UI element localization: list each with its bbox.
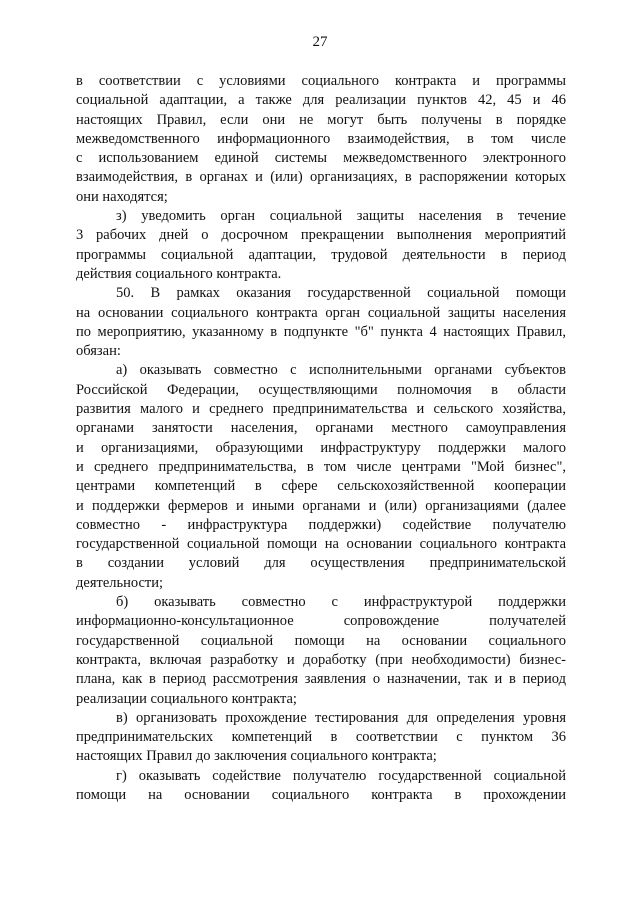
text-line: реализации социального контракта; bbox=[76, 690, 297, 707]
text-line: программы социальной адаптации, трудовой деятельности в период bbox=[76, 246, 566, 263]
text-line: социальной адаптации, а также для реализации пунктов 42, 45 и 46 bbox=[76, 92, 566, 109]
text-line: 3 рабочих дней о досрочном прекращении выполнения мероприятий bbox=[76, 227, 566, 244]
paragraph-item-a bbox=[76, 361, 566, 593]
text-line: в) организовать прохождение тестирования для определения уровня bbox=[116, 709, 566, 726]
text-line: з) уведомить орган социальной защиты населения в течение bbox=[116, 208, 566, 225]
text-line: г) оказывать содействие получателю государственной социальной bbox=[116, 767, 566, 784]
text-line: обязан: bbox=[76, 343, 121, 360]
text-line: помощи на основании социального контракта в прохождении bbox=[76, 786, 566, 803]
text-line: а) оказывать совместно с исполнительными органами субъектов bbox=[116, 362, 566, 379]
text-line: настоящих Правил до заключения социального контракта; bbox=[76, 748, 437, 765]
text-line: в создании условий для осуществления предпринимательской bbox=[76, 555, 566, 572]
text-line: межведомственного информационного взаимодействия, в том числе bbox=[76, 130, 566, 147]
text-line: Российской Федерации, осуществляющими полномочия в области bbox=[76, 381, 566, 398]
paragraph-item-v bbox=[76, 709, 566, 767]
text-line: совместно - инфраструктура поддержки) содействие получателю bbox=[76, 516, 566, 533]
paragraph-clause-50 bbox=[76, 284, 566, 361]
text-line: государственной социальной помощи на основании социального контракта bbox=[76, 536, 566, 553]
document-body bbox=[76, 72, 566, 805]
text-line: на основании социального контракта орган социальной защиты населения bbox=[76, 304, 566, 321]
text-line: 50. В рамках оказания государственной социальной помощи bbox=[116, 285, 566, 302]
text-line: по мероприятию, указанному в подпункте "б" пункта 4 настоящих Правил, bbox=[76, 323, 566, 340]
text-line: развития малого и среднего предпринимательства и сельского хозяйства, bbox=[76, 401, 566, 418]
text-line: они находятся; bbox=[76, 188, 168, 205]
page-number: 27 bbox=[312, 34, 328, 50]
paragraph-item-z bbox=[76, 207, 566, 284]
text-line: информационно-консультационное сопровождение получателей bbox=[76, 613, 566, 630]
text-line: б) оказывать совместно с инфраструктурой поддержки bbox=[116, 594, 566, 611]
text-line: органами занятости населения, органами местного самоуправления bbox=[76, 420, 566, 437]
text-line: и поддержки фермеров и иными органами и (или) организациями (далее bbox=[76, 497, 566, 514]
paragraph-item-g bbox=[76, 767, 566, 806]
text-line: и организациями, образующими инфраструктуру поддержки малого bbox=[76, 439, 566, 456]
text-line: настоящих Правил, если они не могут быть получены в порядке bbox=[76, 111, 566, 128]
paragraph-continuation bbox=[76, 72, 566, 207]
text-line: плана, как в период рассмотрения заявления о назначении, так и в период bbox=[76, 671, 566, 688]
text-line: предпринимательских компетенций в соответствии с пунктом 36 bbox=[76, 729, 566, 746]
text-line: деятельности; bbox=[76, 574, 164, 591]
text-line: контракта, включая разработку и доработку (при необходимости) бизнес- bbox=[76, 651, 566, 668]
text-line: и среднего предпринимательства, в том числе центрами "Мой бизнес", bbox=[76, 458, 566, 475]
text-line: в соответствии с условиями социального контракта и программы bbox=[76, 73, 566, 89]
text-line: с использованием единой системы межведомственного электронного bbox=[76, 150, 566, 167]
text-line: государственной социальной помощи на основании социального bbox=[76, 632, 566, 649]
text-line: взаимодействия, в органах и (или) организациях, в распоряжении которых bbox=[76, 169, 566, 186]
text-line: действия социального контракта. bbox=[76, 265, 282, 282]
text-line: центрами компетенций в сфере сельскохозяйственной кооперации bbox=[76, 478, 566, 495]
paragraph-item-b bbox=[76, 593, 566, 709]
